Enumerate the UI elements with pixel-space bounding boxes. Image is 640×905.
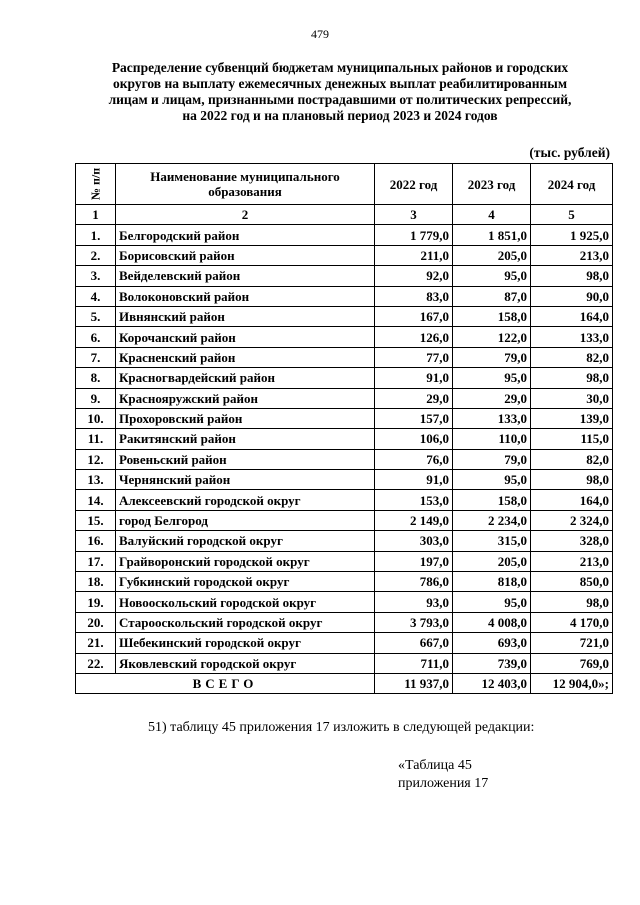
header-2023: 2023 год	[453, 164, 531, 205]
value-2024: 98,0	[531, 592, 613, 612]
value-2023: 818,0	[453, 572, 531, 592]
value-2023: 133,0	[453, 408, 531, 428]
value-2024: 4 170,0	[531, 612, 613, 632]
value-2024: 164,0	[531, 306, 613, 326]
value-2023: 315,0	[453, 531, 531, 551]
municipality-name: Чернянский район	[116, 470, 375, 490]
row-number: 1.	[76, 225, 116, 245]
value-2023: 158,0	[453, 490, 531, 510]
value-2024: 90,0	[531, 286, 613, 306]
table-caption	[398, 757, 488, 793]
value-2022: 786,0	[375, 572, 453, 592]
value-2024: 139,0	[531, 408, 613, 428]
value-2022: 197,0	[375, 551, 453, 571]
value-2023: 110,0	[453, 429, 531, 449]
total-2023: 12 403,0	[453, 673, 531, 693]
row-number: 14.	[76, 490, 116, 510]
row-number: 6.	[76, 327, 116, 347]
table-row	[76, 490, 613, 510]
value-2023: 205,0	[453, 245, 531, 265]
units-label: (тыс. рублей)	[529, 145, 610, 160]
municipality-name: Ровеньский район	[116, 449, 375, 469]
value-2024: 1 925,0	[531, 225, 613, 245]
table-row	[76, 612, 613, 632]
value-2024: 82,0	[531, 449, 613, 469]
caption-line: «Таблица 45	[398, 758, 472, 773]
value-2023: 205,0	[453, 551, 531, 571]
row-number: 7.	[76, 347, 116, 367]
value-2024: 30,0	[531, 388, 613, 408]
total-2024: 12 904,0»;	[531, 673, 613, 693]
value-2022: 93,0	[375, 592, 453, 612]
document-title	[60, 60, 620, 124]
subsidy-table	[75, 163, 613, 694]
row-number: 20.	[76, 612, 116, 632]
municipality-name: Яковлевский городской округ	[116, 653, 375, 673]
municipality-name: Валуйский городской округ	[116, 531, 375, 551]
table-row	[76, 306, 613, 326]
row-number: 21.	[76, 633, 116, 653]
value-2022: 83,0	[375, 286, 453, 306]
row-number: 3.	[76, 266, 116, 286]
table-row	[76, 388, 613, 408]
col-number: 3	[375, 205, 453, 225]
value-2022: 106,0	[375, 429, 453, 449]
value-2023: 739,0	[453, 653, 531, 673]
col-number: 1	[76, 205, 116, 225]
value-2022: 92,0	[375, 266, 453, 286]
table-row	[76, 327, 613, 347]
row-number: 10.	[76, 408, 116, 428]
table-row	[76, 368, 613, 388]
municipality-name: Красногвардейский район	[116, 368, 375, 388]
row-number: 4.	[76, 286, 116, 306]
table-row	[76, 592, 613, 612]
municipality-name: Корочанский район	[116, 327, 375, 347]
amendment-paragraph: 51) таблицу 45 приложения 17 изложить в следующей редакции:	[148, 720, 535, 735]
table-row	[76, 551, 613, 571]
municipality-name: Губкинский городской округ	[116, 572, 375, 592]
table-row	[76, 449, 613, 469]
row-number: 8.	[76, 368, 116, 388]
table-row	[76, 429, 613, 449]
value-2024: 721,0	[531, 633, 613, 653]
value-2022: 3 793,0	[375, 612, 453, 632]
table-row	[76, 470, 613, 490]
table-row	[76, 347, 613, 367]
row-number: 17.	[76, 551, 116, 571]
row-number: 13.	[76, 470, 116, 490]
municipality-name: Вейделевский район	[116, 266, 375, 286]
municipality-name: Ракитянский район	[116, 429, 375, 449]
col-number: 5	[531, 205, 613, 225]
value-2023: 87,0	[453, 286, 531, 306]
value-2024: 164,0	[531, 490, 613, 510]
table-row	[76, 266, 613, 286]
table-row	[76, 225, 613, 245]
table-header-row	[76, 164, 613, 205]
municipality-name: Новооскольский городской округ	[116, 592, 375, 612]
value-2022: 711,0	[375, 653, 453, 673]
value-2023: 79,0	[453, 347, 531, 367]
total-label: ВСЕГО	[76, 673, 375, 693]
value-2023: 95,0	[453, 470, 531, 490]
municipality-name: Старооскольский городской округ	[116, 612, 375, 632]
col-number: 2	[116, 205, 375, 225]
municipality-name: Борисовский район	[116, 245, 375, 265]
value-2023: 95,0	[453, 592, 531, 612]
value-2022: 126,0	[375, 327, 453, 347]
municipality-name: Алексеевский городской округ	[116, 490, 375, 510]
table-row	[76, 572, 613, 592]
value-2022: 29,0	[375, 388, 453, 408]
value-2023: 79,0	[453, 449, 531, 469]
caption-line: приложения 17	[398, 776, 489, 791]
value-2022: 157,0	[375, 408, 453, 428]
municipality-name: Белгородский район	[116, 225, 375, 245]
value-2023: 95,0	[453, 266, 531, 286]
municipality-name: Ивнянский район	[116, 306, 375, 326]
page-number: 479	[311, 27, 329, 41]
row-number: 11.	[76, 429, 116, 449]
row-number: 15.	[76, 510, 116, 530]
table-row	[76, 286, 613, 306]
row-number: 16.	[76, 531, 116, 551]
value-2022: 211,0	[375, 245, 453, 265]
value-2024: 82,0	[531, 347, 613, 367]
row-number: 2.	[76, 245, 116, 265]
value-2024: 2 324,0	[531, 510, 613, 530]
col-number: 4	[453, 205, 531, 225]
municipality-name: Волоконовский район	[116, 286, 375, 306]
row-number: 18.	[76, 572, 116, 592]
table-row	[76, 510, 613, 530]
value-2024: 213,0	[531, 551, 613, 571]
header-num: № п/п	[76, 164, 116, 205]
value-2022: 1 779,0	[375, 225, 453, 245]
table-row	[76, 531, 613, 551]
total-row	[76, 673, 613, 693]
row-number: 9.	[76, 388, 116, 408]
row-number: 22.	[76, 653, 116, 673]
value-2023: 29,0	[453, 388, 531, 408]
value-2022: 77,0	[375, 347, 453, 367]
municipality-name: город Белгород	[116, 510, 375, 530]
total-2022: 11 937,0	[375, 673, 453, 693]
table-row	[76, 633, 613, 653]
value-2023: 158,0	[453, 306, 531, 326]
title-line: округов на выплату ежемесячных денежных выплат реабилитированным	[112, 76, 568, 91]
municipality-name: Прохоровский район	[116, 408, 375, 428]
value-2023: 122,0	[453, 327, 531, 347]
value-2024: 98,0	[531, 470, 613, 490]
row-number: 5.	[76, 306, 116, 326]
value-2022: 303,0	[375, 531, 453, 551]
header-2024: 2024 год	[531, 164, 613, 205]
municipality-name: Краснояружский район	[116, 388, 375, 408]
table-row	[76, 653, 613, 673]
value-2024: 769,0	[531, 653, 613, 673]
value-2023: 693,0	[453, 633, 531, 653]
table-row	[76, 245, 613, 265]
value-2024: 98,0	[531, 266, 613, 286]
value-2024: 115,0	[531, 429, 613, 449]
title-line: Распределение субвенций бюджетам муниципальных районов и городских	[111, 60, 569, 75]
value-2023: 1 851,0	[453, 225, 531, 245]
row-number: 12.	[76, 449, 116, 469]
value-2022: 667,0	[375, 633, 453, 653]
value-2022: 167,0	[375, 306, 453, 326]
header-2022: 2022 год	[375, 164, 453, 205]
title-line: лицам и лицам, признанными пострадавшими от политических репрессий,	[108, 92, 572, 107]
value-2024: 328,0	[531, 531, 613, 551]
row-number: 19.	[76, 592, 116, 612]
value-2024: 850,0	[531, 572, 613, 592]
value-2022: 153,0	[375, 490, 453, 510]
value-2024: 213,0	[531, 245, 613, 265]
municipality-name: Красненский район	[116, 347, 375, 367]
value-2022: 2 149,0	[375, 510, 453, 530]
value-2022: 91,0	[375, 368, 453, 388]
value-2022: 91,0	[375, 470, 453, 490]
title-line: на 2022 год и на плановый период 2023 и 2024 годов	[182, 108, 498, 123]
value-2024: 98,0	[531, 368, 613, 388]
value-2023: 2 234,0	[453, 510, 531, 530]
header-name: Наименование муниципального образования	[116, 164, 375, 205]
value-2024: 133,0	[531, 327, 613, 347]
municipality-name: Грайворонский городской округ	[116, 551, 375, 571]
value-2023: 95,0	[453, 368, 531, 388]
column-number-row	[76, 205, 613, 225]
value-2022: 76,0	[375, 449, 453, 469]
value-2023: 4 008,0	[453, 612, 531, 632]
table-row	[76, 408, 613, 428]
municipality-name: Шебекинский городской округ	[116, 633, 375, 653]
